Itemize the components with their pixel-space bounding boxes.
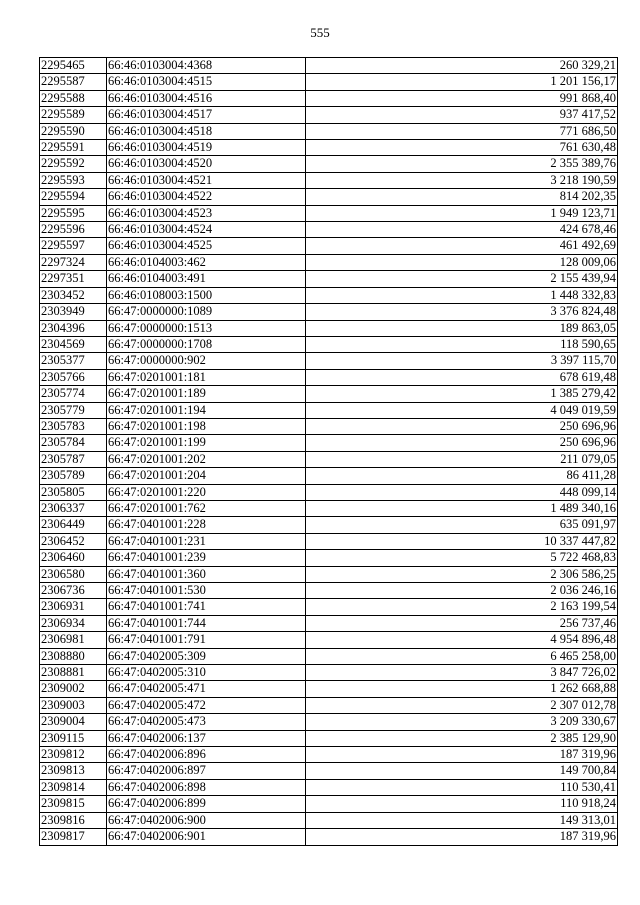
cadastral-number-cell: 66:46:0108003:1500 [107, 287, 306, 303]
row-id-cell: 2305766 [40, 369, 107, 385]
cadastral-value-cell: 3 847 726,02 [306, 665, 618, 681]
row-id-cell: 2306736 [40, 583, 107, 599]
cadastral-value-cell: 3 218 190,59 [306, 172, 618, 188]
cadastral-number-cell: 66:46:0103004:4523 [107, 205, 306, 221]
row-id-cell: 2295595 [40, 205, 107, 221]
cadastral-number-cell: 66:46:0103004:4519 [107, 140, 306, 156]
row-id-cell: 2309003 [40, 697, 107, 713]
table-row [40, 779, 618, 795]
cadastral-value-cell: 211 079,05 [306, 451, 618, 467]
cadastral-number-cell: 66:47:0402005:472 [107, 697, 306, 713]
cadastral-value-cell: 250 696,96 [306, 435, 618, 451]
row-id-cell: 2303452 [40, 287, 107, 303]
cadastral-number-cell: 66:47:0201001:199 [107, 435, 306, 451]
row-id-cell: 2309812 [40, 747, 107, 763]
table-row [40, 336, 618, 352]
table-row [40, 205, 618, 221]
row-id-cell: 2309817 [40, 829, 107, 845]
cadastral-number-cell: 66:47:0402005:473 [107, 714, 306, 730]
cadastral-number-cell: 66:47:0000000:1513 [107, 320, 306, 336]
row-id-cell: 2303949 [40, 304, 107, 320]
row-id-cell: 2305783 [40, 418, 107, 434]
cadastral-value-cell: 128 009,06 [306, 254, 618, 270]
table-row [40, 763, 618, 779]
table-row [40, 386, 618, 402]
cadastral-number-cell: 66:46:0103004:4522 [107, 189, 306, 205]
table-row [40, 123, 618, 139]
row-id-cell: 2295591 [40, 140, 107, 156]
table-row [40, 58, 618, 74]
cadastral-value-cell: 2 155 439,94 [306, 271, 618, 287]
row-id-cell: 2305784 [40, 435, 107, 451]
cadastral-value-cell: 814 202,35 [306, 189, 618, 205]
cadastral-number-cell: 66:47:0401001:360 [107, 566, 306, 582]
cadastral-number-cell: 66:47:0201001:198 [107, 418, 306, 434]
row-id-cell: 2306337 [40, 500, 107, 516]
cadastral-number-cell: 66:47:0402006:137 [107, 730, 306, 746]
cadastral-number-cell: 66:46:0103004:4524 [107, 222, 306, 238]
cadastral-number-cell: 66:47:0201001:204 [107, 468, 306, 484]
row-id-cell: 2309115 [40, 730, 107, 746]
row-id-cell: 2304396 [40, 320, 107, 336]
row-id-cell: 2295596 [40, 222, 107, 238]
table-row [40, 418, 618, 434]
row-id-cell: 2305787 [40, 451, 107, 467]
row-id-cell: 2309816 [40, 812, 107, 828]
cadastral-number-cell: 66:47:0201001:202 [107, 451, 306, 467]
cadastral-number-cell: 66:47:0201001:194 [107, 402, 306, 418]
cadastral-value-cell: 2 306 586,25 [306, 566, 618, 582]
cadastral-number-cell: 66:46:0104003:462 [107, 254, 306, 270]
cadastral-number-cell: 66:46:0103004:4520 [107, 156, 306, 172]
cadastral-value-cell: 1 949 123,71 [306, 205, 618, 221]
cadastral-number-cell: 66:47:0201001:181 [107, 369, 306, 385]
table-row [40, 829, 618, 845]
cadastral-number-cell: 66:47:0402006:900 [107, 812, 306, 828]
row-id-cell: 2295587 [40, 74, 107, 90]
table-row [40, 681, 618, 697]
row-id-cell: 2305805 [40, 484, 107, 500]
cadastral-number-cell: 66:47:0201001:220 [107, 484, 306, 500]
table-row [40, 320, 618, 336]
cadastral-number-cell: 66:46:0103004:4516 [107, 90, 306, 106]
cadastral-number-cell: 66:46:0103004:4525 [107, 238, 306, 254]
cadastral-value-cell: 4 954 896,48 [306, 632, 618, 648]
cadastral-number-cell: 66:47:0402005:471 [107, 681, 306, 697]
cadastral-number-cell: 66:47:0402005:310 [107, 665, 306, 681]
row-id-cell: 2308880 [40, 648, 107, 664]
table-row [40, 500, 618, 516]
row-id-cell: 2305779 [40, 402, 107, 418]
cadastral-number-cell: 66:47:0402006:901 [107, 829, 306, 845]
cadastral-number-cell: 66:47:0401001:530 [107, 583, 306, 599]
table-row [40, 533, 618, 549]
table-row [40, 665, 618, 681]
cadastral-value-cell: 1 262 668,88 [306, 681, 618, 697]
row-id-cell: 2309815 [40, 796, 107, 812]
row-id-cell: 2306460 [40, 550, 107, 566]
table-row [40, 304, 618, 320]
cadastral-value-cell: 2 307 012,78 [306, 697, 618, 713]
row-id-cell: 2295594 [40, 189, 107, 205]
row-id-cell: 2304569 [40, 336, 107, 352]
cadastral-value-cell: 110 918,24 [306, 796, 618, 812]
cadastral-value-cell: 424 678,46 [306, 222, 618, 238]
row-id-cell: 2309814 [40, 779, 107, 795]
cadastral-number-cell: 66:47:0401001:741 [107, 599, 306, 615]
table-row [40, 615, 618, 631]
cadastral-value-cell: 1 489 340,16 [306, 500, 618, 516]
row-id-cell: 2306452 [40, 533, 107, 549]
table-row [40, 451, 618, 467]
cadastral-number-cell: 66:47:0201001:189 [107, 386, 306, 402]
row-id-cell: 2309813 [40, 763, 107, 779]
cadastral-number-cell: 66:47:0402005:309 [107, 648, 306, 664]
row-id-cell: 2295597 [40, 238, 107, 254]
cadastral-value-cell: 110 530,41 [306, 779, 618, 795]
cadastral-value-cell: 256 737,46 [306, 615, 618, 631]
cadastral-value-cell: 187 319,96 [306, 829, 618, 845]
table-row [40, 648, 618, 664]
cadastral-value-cell: 86 411,28 [306, 468, 618, 484]
cadastral-number-cell: 66:47:0401001:239 [107, 550, 306, 566]
row-id-cell: 2306931 [40, 599, 107, 615]
cadastral-number-cell: 66:46:0103004:4515 [107, 74, 306, 90]
row-id-cell: 2306449 [40, 517, 107, 533]
table-row [40, 435, 618, 451]
table-row [40, 747, 618, 763]
table-row [40, 238, 618, 254]
table-row [40, 90, 618, 106]
row-id-cell: 2297324 [40, 254, 107, 270]
table-row [40, 74, 618, 90]
row-id-cell: 2306981 [40, 632, 107, 648]
table-row [40, 222, 618, 238]
row-id-cell: 2305789 [40, 468, 107, 484]
row-id-cell: 2295593 [40, 172, 107, 188]
row-id-cell: 2295465 [40, 58, 107, 74]
cadastral-value-cell: 189 863,05 [306, 320, 618, 336]
cadastral-value-cell: 10 337 447,82 [306, 533, 618, 549]
table-row [40, 271, 618, 287]
row-id-cell: 2295590 [40, 123, 107, 139]
cadastral-number-cell: 66:47:0000000:902 [107, 353, 306, 369]
table-row [40, 254, 618, 270]
cadastral-value-cell: 448 099,14 [306, 484, 618, 500]
table-row [40, 140, 618, 156]
cadastral-value-cell: 2 385 129,90 [306, 730, 618, 746]
cadastral-number-cell: 66:47:0401001:231 [107, 533, 306, 549]
cadastral-value-cell: 2 355 389,76 [306, 156, 618, 172]
table-row [40, 796, 618, 812]
row-id-cell: 2305774 [40, 386, 107, 402]
cadastral-value-cell: 149 313,01 [306, 812, 618, 828]
row-id-cell: 2309002 [40, 681, 107, 697]
table-row [40, 172, 618, 188]
cadastral-number-cell: 66:46:0104003:491 [107, 271, 306, 287]
cadastral-number-cell: 66:47:0401001:791 [107, 632, 306, 648]
table-row [40, 189, 618, 205]
table-row [40, 730, 618, 746]
cadastral-value-cell: 1 385 279,42 [306, 386, 618, 402]
cadastral-value-cell: 1 201 156,17 [306, 74, 618, 90]
table-row [40, 697, 618, 713]
page-number: 555 [310, 25, 330, 40]
cadastral-value-table [39, 57, 618, 846]
table-row [40, 369, 618, 385]
table-row [40, 517, 618, 533]
cadastral-value-cell: 678 619,48 [306, 369, 618, 385]
row-id-cell: 2306580 [40, 566, 107, 582]
cadastral-value-cell: 761 630,48 [306, 140, 618, 156]
table-body [40, 58, 618, 846]
cadastral-value-cell: 260 329,21 [306, 58, 618, 74]
cadastral-value-cell: 1 448 332,83 [306, 287, 618, 303]
table-row [40, 550, 618, 566]
cadastral-value-cell: 149 700,84 [306, 763, 618, 779]
table-row [40, 484, 618, 500]
cadastral-number-cell: 66:47:0201001:762 [107, 500, 306, 516]
table-row [40, 583, 618, 599]
table-row [40, 402, 618, 418]
cadastral-value-cell: 771 686,50 [306, 123, 618, 139]
cadastral-number-cell: 66:47:0402006:898 [107, 779, 306, 795]
cadastral-number-cell: 66:47:0401001:228 [107, 517, 306, 533]
cadastral-number-cell: 66:47:0000000:1089 [107, 304, 306, 320]
table-row [40, 156, 618, 172]
cadastral-number-cell: 66:47:0401001:744 [107, 615, 306, 631]
cadastral-value-cell: 6 465 258,00 [306, 648, 618, 664]
table-row [40, 566, 618, 582]
cadastral-value-cell: 2 163 199,54 [306, 599, 618, 615]
cadastral-number-cell: 66:47:0402006:899 [107, 796, 306, 812]
cadastral-value-cell: 3 397 115,70 [306, 353, 618, 369]
row-id-cell: 2295592 [40, 156, 107, 172]
cadastral-value-cell: 991 868,40 [306, 90, 618, 106]
cadastral-number-cell: 66:46:0103004:4521 [107, 172, 306, 188]
cadastral-value-cell: 2 036 246,16 [306, 583, 618, 599]
table-row [40, 353, 618, 369]
row-id-cell: 2295588 [40, 90, 107, 106]
cadastral-value-cell: 118 590,65 [306, 336, 618, 352]
cadastral-number-cell: 66:46:0103004:4518 [107, 123, 306, 139]
cadastral-value-cell: 5 722 468,83 [306, 550, 618, 566]
cadastral-value-cell: 250 696,96 [306, 418, 618, 434]
cadastral-number-cell: 66:47:0402006:896 [107, 747, 306, 763]
cadastral-value-cell: 635 091,97 [306, 517, 618, 533]
table-row [40, 714, 618, 730]
cadastral-value-cell: 3 376 824,48 [306, 304, 618, 320]
row-id-cell: 2309004 [40, 714, 107, 730]
table-row [40, 468, 618, 484]
cadastral-value-cell: 187 319,96 [306, 747, 618, 763]
cadastral-value-cell: 4 049 019,59 [306, 402, 618, 418]
row-id-cell: 2305377 [40, 353, 107, 369]
cadastral-number-cell: 66:46:0103004:4368 [107, 58, 306, 74]
cadastral-number-cell: 66:47:0000000:1708 [107, 336, 306, 352]
table-row [40, 812, 618, 828]
row-id-cell: 2295589 [40, 107, 107, 123]
row-id-cell: 2308881 [40, 665, 107, 681]
table-row [40, 287, 618, 303]
cadastral-value-cell: 461 492,69 [306, 238, 618, 254]
cadastral-value-cell: 3 209 330,67 [306, 714, 618, 730]
table-row [40, 107, 618, 123]
row-id-cell: 2297351 [40, 271, 107, 287]
cadastral-number-cell: 66:47:0402006:897 [107, 763, 306, 779]
cadastral-value-cell: 937 417,52 [306, 107, 618, 123]
table-row [40, 599, 618, 615]
row-id-cell: 2306934 [40, 615, 107, 631]
cadastral-number-cell: 66:46:0103004:4517 [107, 107, 306, 123]
table-row [40, 632, 618, 648]
